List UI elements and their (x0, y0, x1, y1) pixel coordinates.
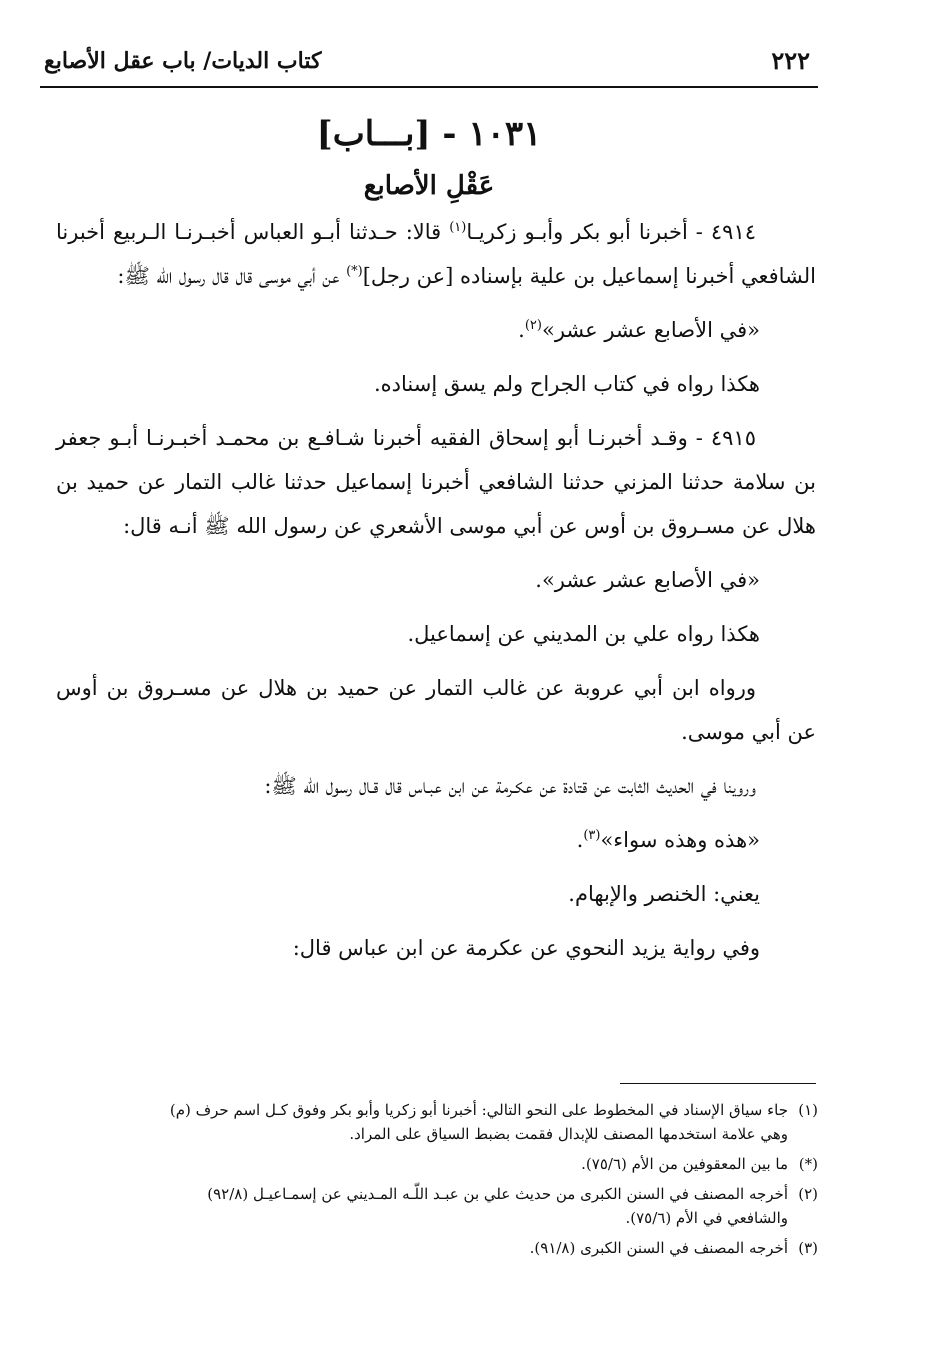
header-rule (40, 86, 818, 88)
footnote-text: أخرجه المصنف في السنن الكبرى من حديث علي بن عبـد اللّـه المـديني عن إسمـاعيـل (٩٢/٨) (207, 1185, 788, 1203)
note-6: وفي رواية يزيد النحوي عن عكرمة عن ابن عباس قال: (292, 936, 760, 960)
quote-3 (56, 818, 816, 862)
quote-1-text: «في الأصابع عشر عشر» (541, 318, 760, 342)
note-1: هكذا رواه في كتاب الجراح ولم يسق إسناده. (374, 372, 760, 396)
footnote-ref-3[interactable]: (٣) (583, 828, 601, 843)
hadith-4914 (56, 210, 816, 298)
footnote-marker: (٣) (798, 1239, 818, 1257)
footnote-continuation: وهي علامة استخدمها المصنف للإبدال فقمت بضبط السياق على المراد. (349, 1125, 788, 1143)
hadith-4914-part-b: قالا: حـدثنا أبـو العباس أخبـرنـا الـربيع أخبرنا الشافعي أخبرنا إسماعيل بن علية بإسناده [عن رجل] (56, 220, 816, 288)
quote-2: «في الأصابع عشر عشر». (535, 568, 760, 592)
footnote-text: جاء سياق الإسناد في المخطوط على النحو التالي: أخبرنا أبو زكريا وأبو بكر وفوق كـل اسم حرف (م) (169, 1101, 788, 1119)
footnote-marker: (٢) (798, 1185, 818, 1203)
note-5: يعني: الخنصر والإبهام. (568, 882, 760, 906)
hadith-4914-part-c: عن أبي موسى قال قال رسول الله ﷺ: (117, 264, 347, 288)
note-3: ورواه ابن أبي عروبة عن غالب التمار عن حميد بن هلال عن مسـروق بن أوس عن أبي موسى. (56, 676, 816, 744)
running-title: كتاب الديات/ باب عقل الأصابع (44, 48, 322, 74)
footnote-ref-1[interactable]: (١) (449, 220, 467, 235)
footnote-ref-star[interactable]: (*) (346, 264, 363, 279)
main-text (56, 210, 816, 980)
footnote-text: أخرجه المصنف في السنن الكبرى (٩١/٨). (529, 1239, 788, 1257)
footnote-marker: (١) (798, 1101, 818, 1119)
footnote-ref-2[interactable]: (٢) (524, 318, 542, 333)
note-4: وروينا في الحديث الثابت عن قتادة عن عكـرمة عن ابن عبـاس قال قـال رسول الله ﷺ: (264, 774, 756, 798)
chapter-subheading: عَقْلِ الأصابع (363, 171, 495, 201)
quote-3-text: «هذه وهذه سواء» (600, 828, 760, 852)
footnote-2 (56, 1182, 818, 1230)
quote-1 (56, 308, 816, 352)
footnote-star (56, 1152, 818, 1176)
footnote-continuation: والشافعي في الأم (٧٥/٦). (625, 1209, 788, 1227)
footnote-1 (56, 1098, 818, 1146)
quote-3-end: . (576, 828, 584, 852)
chapter-heading: ١٠٣١ - [بـــاب] (316, 114, 542, 154)
running-header (40, 42, 818, 88)
footnotes (56, 1098, 818, 1266)
footnote-text: ما بين المعقوفين من الأم (٧٥/٦). (581, 1155, 788, 1173)
footnote-separator (620, 1083, 816, 1084)
note-2: هكذا رواه علي بن المديني عن إسماعيل. (407, 622, 760, 646)
footnote-marker: (*) (798, 1155, 818, 1173)
page-number: ٢٢٢ (771, 46, 810, 75)
footnote-3 (56, 1236, 818, 1260)
quote-1-end: . (518, 318, 525, 342)
hadith-4914-part-a: ٤٩١٤ - أخبرنا أبو بكر وأبـو زكريـا (466, 220, 757, 244)
hadith-4915: ٤٩١٥ - وقـد أخبرنـا أبو إسحاق الفقيه أخبرنا شـافـع بن محمـد أخبـرنـا أبـو جعفر بن سلامة حدثنا المزني حدثنا الشافعي أخبرنا إسماعيل حدثنا غالب التمار عن حميد بن هلال عن مسـروق بن أوس عن أبي موسى الأشعري عن رسول الله ﷺ أنـه قال: (56, 426, 816, 538)
